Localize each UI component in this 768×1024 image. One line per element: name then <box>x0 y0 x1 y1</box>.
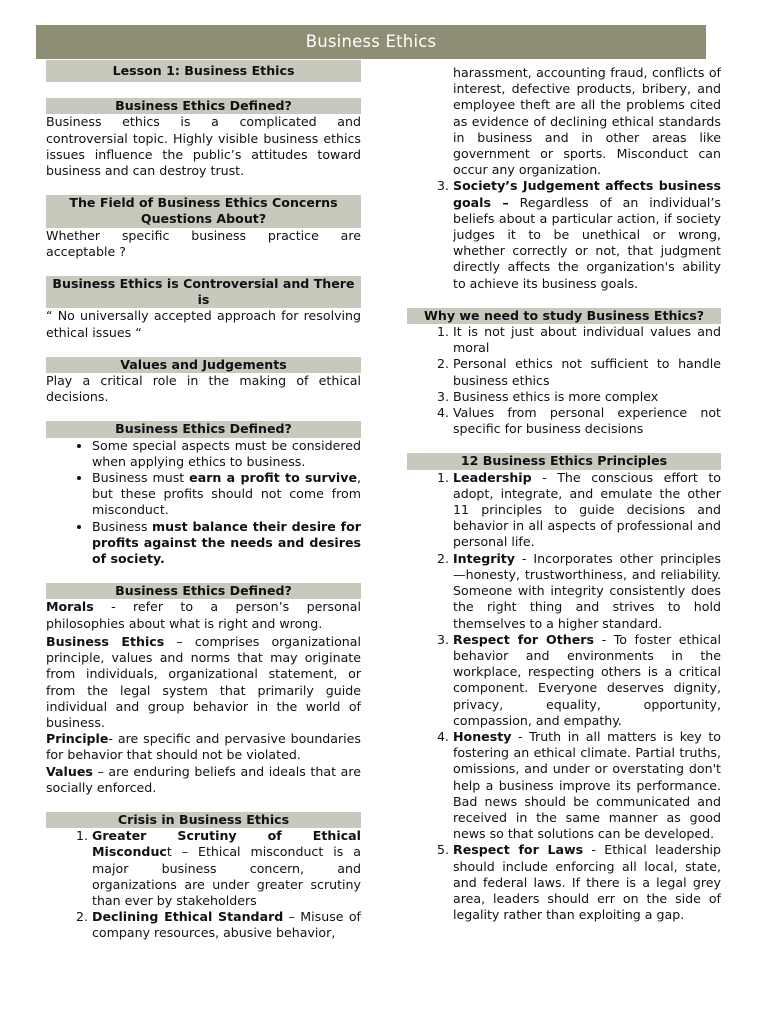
list-item: 1. Greater Scrutiny of Ethical Misconduct – Ethical misconduct is a major business concern, and organizations are under greater scrutiny than ever by stakeholders <box>92 828 361 909</box>
definition: Morals - refer to a person’s personal philosophies about what is right and wrong. <box>46 599 361 631</box>
definition: Principle- are specific and pervasive boundaries for behavior that should not be violated. <box>46 731 361 763</box>
section-heading: The Field of Business Ethics Concerns Questions About? <box>46 195 361 227</box>
section-heading: Values and Judgements <box>46 357 361 373</box>
numbered-list <box>407 178 721 291</box>
section-text: Play a critical role in the making of ethical decisions. <box>46 373 361 405</box>
list-item: 4. Values from personal experience not specific for business decisions <box>453 405 721 437</box>
list-item: 3. Business ethics is more complex <box>453 389 721 405</box>
list-continuation: harassment, accounting fraud, conflicts of interest, defective products, bribery, and employee theft are all the problems cited as evidence of declining ethical standards in business and in other areas like government or sports. Misconduct can occur any organization. <box>453 65 721 178</box>
list-item: 2. Integrity - Incorporates other principles—honesty, trustworthiness, and reliability. Someone with integrity consistently does the right thing and strives to hold themselves to a higher standard. <box>453 551 721 632</box>
document-title: Business Ethics <box>36 25 706 59</box>
list-item: • Business must balance their desire for profits against the needs and desires of society. <box>92 519 361 568</box>
section-heading: Business Ethics Defined? <box>46 583 361 599</box>
bullet-list <box>46 438 361 568</box>
section-heading: 12 Business Ethics Principles <box>407 453 721 469</box>
left-column <box>46 60 361 942</box>
definition: Values – are enduring beliefs and ideals that are socially enforced. <box>46 763 361 795</box>
section-heading: Business Ethics Defined? <box>46 421 361 437</box>
lesson-heading: Lesson 1: Business Ethics <box>46 60 361 82</box>
section-text: Whether specific business practice are acceptable ? <box>46 227 361 259</box>
numbered-list <box>46 828 361 941</box>
definition: Business Ethics – comprises organizational principle, values and norms that may originate from individuals, organizational statement, or from the legal system that primarily guide individual and group behavior in the world of business. <box>46 633 361 730</box>
section-text: Business ethics is a complicated and controversial topic. Highly visible business ethics issues influence the public’s attitudes toward business and can destroy trust. <box>46 114 361 179</box>
section-heading: Why we need to study Business Ethics? <box>407 308 721 324</box>
list-item: • Some special aspects must be considered when applying ethics to business. <box>92 438 361 470</box>
list-item: 4. Honesty - Truth in all matters is key to fostering an ethical climate. Partial truths, omissions, and under or overstating don't help a business improve its performance. Bad news should be communicated and received in the same manner as good news so that solutions can be developed. <box>453 729 721 842</box>
right-column <box>407 65 721 923</box>
list-item: 3. Society’s Judgement affects business goals – Regardless of an individual’s beliefs about a particular action, if society judges it to be unethical or wrong, whether correctly or not, that judgment directly affects the organization's ability to achieve its business goals. <box>453 178 721 291</box>
numbered-list <box>407 470 721 924</box>
list-item: 1. It is not just about individual values and moral <box>453 324 721 356</box>
section-heading: Business Ethics Defined? <box>46 98 361 114</box>
section-text: “ No universally accepted approach for resolving ethical issues “ <box>46 308 361 340</box>
list-item: 1. Leadership - The conscious effort to adopt, integrate, and emulate the other 11 principles to guide decisions and behavior in all aspects of professional and personal life. <box>453 470 721 551</box>
list-item: 3. Respect for Others - To foster ethical behavior and environments in the workplace, respecting others is a critical component. Everyone deserves dignity, privacy, equality, opportunity, compassion, and empathy. <box>453 632 721 729</box>
section-heading: Crisis in Business Ethics <box>46 812 361 828</box>
list-item: 2. Declining Ethical Standard – Misuse of company resources, abusive behavior, <box>92 909 361 941</box>
list-item: 5. Respect for Laws - Ethical leadership should include enforcing all local, state, and federal laws. If there is a legal grey area, leaders should err on the side of legality rather than exploiting a gap. <box>453 842 721 923</box>
list-item: • Business must earn a profit to survive, but these profits should not come from misconduct. <box>92 470 361 519</box>
numbered-list <box>407 324 721 437</box>
list-item: 2. Personal ethics not sufficient to handle business ethics <box>453 356 721 388</box>
section-heading: Business Ethics is Controversial and There is <box>46 276 361 308</box>
